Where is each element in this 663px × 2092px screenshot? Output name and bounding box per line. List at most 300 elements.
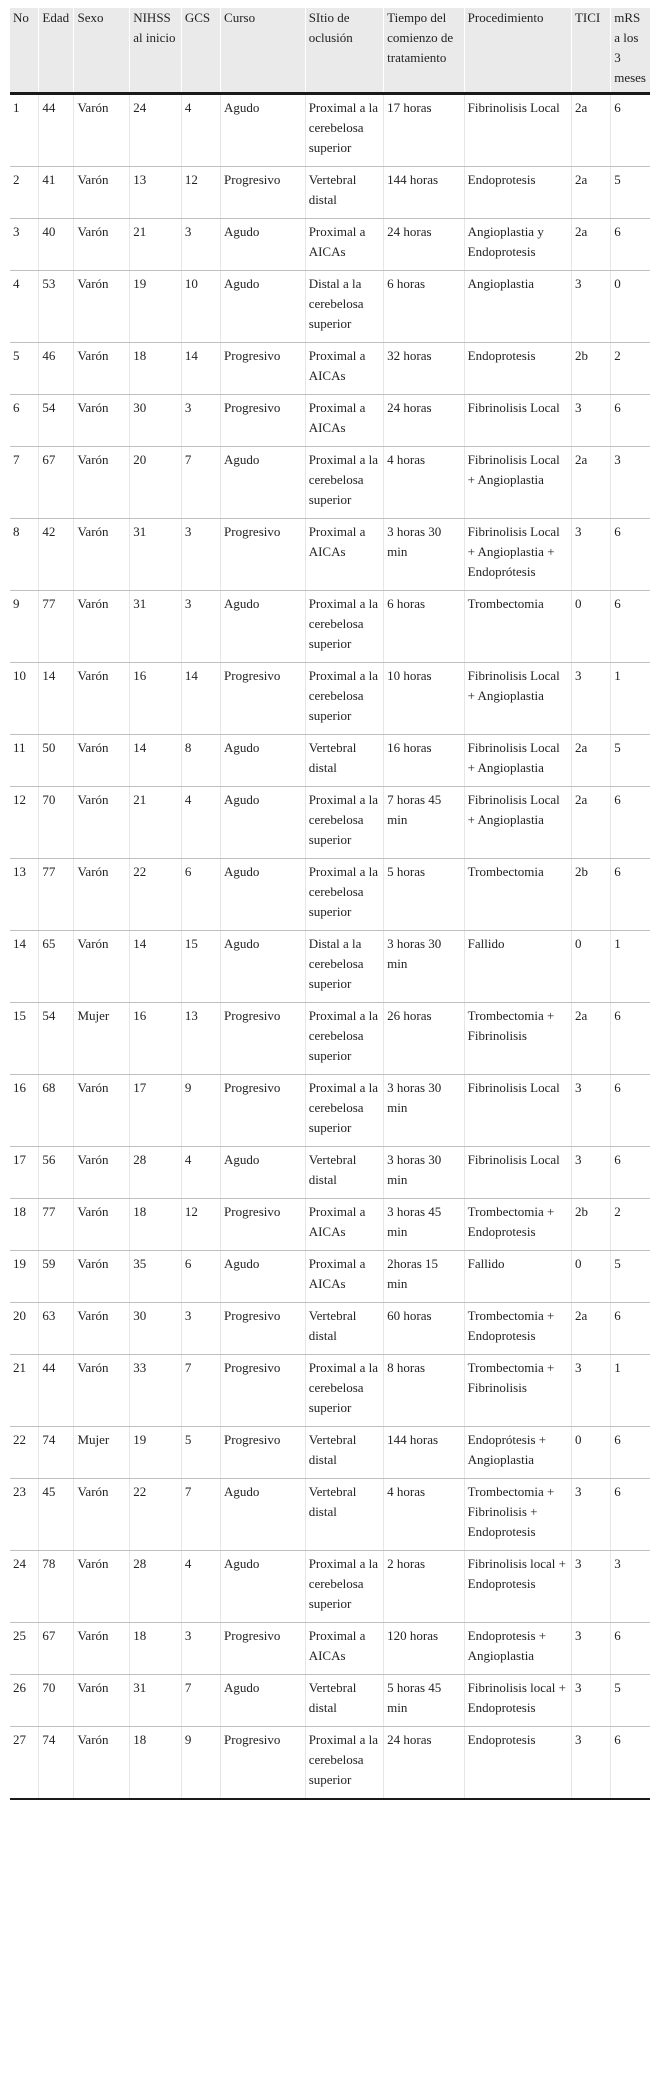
cell-edad: 77 [39, 1199, 74, 1251]
cell-curso: Agudo [221, 1147, 306, 1199]
cell-tici: 2b [571, 343, 610, 395]
cell-sitio: Proximal a AICAs [305, 343, 383, 395]
cell-sitio: Proximal a la cerebelosa superior [305, 591, 383, 663]
cell-mrs: 6 [611, 519, 650, 591]
cell-mrs: 6 [611, 1075, 650, 1147]
cell-tiempo: 17 horas [384, 94, 465, 167]
cell-mrs: 6 [611, 1003, 650, 1075]
table-row [10, 1303, 650, 1355]
cell-procedimiento: Fibrinolisis Local [464, 1075, 571, 1147]
cell-sitio: Proximal a la cerebelosa superior [305, 1003, 383, 1075]
cell-gcs: 14 [181, 663, 220, 735]
cell-nihss: 19 [130, 1427, 182, 1479]
cell-curso: Progresivo [221, 1003, 306, 1075]
cell-sitio: Proximal a AICAs [305, 395, 383, 447]
cell-tiempo: 32 horas [384, 343, 465, 395]
cell-curso: Progresivo [221, 1075, 306, 1147]
cell-no: 8 [10, 519, 39, 591]
cell-sitio: Proximal a AICAs [305, 1623, 383, 1675]
cell-edad: 68 [39, 1075, 74, 1147]
cell-no: 18 [10, 1199, 39, 1251]
cell-curso: Progresivo [221, 1355, 306, 1427]
cell-no: 15 [10, 1003, 39, 1075]
table-row [10, 1075, 650, 1147]
cell-edad: 63 [39, 1303, 74, 1355]
cell-edad: 67 [39, 447, 74, 519]
cell-nihss: 31 [130, 591, 182, 663]
cell-tiempo: 2 horas [384, 1551, 465, 1623]
cell-edad: 70 [39, 787, 74, 859]
cell-curso: Agudo [221, 931, 306, 1003]
cell-curso: Agudo [221, 219, 306, 271]
cell-nihss: 31 [130, 519, 182, 591]
table-row [10, 1003, 650, 1075]
cell-curso: Progresivo [221, 519, 306, 591]
cell-edad: 44 [39, 1355, 74, 1427]
cell-tiempo: 5 horas [384, 859, 465, 931]
cell-sitio: Proximal a la cerebelosa superior [305, 787, 383, 859]
cell-nihss: 14 [130, 931, 182, 1003]
cell-sitio: Vertebral distal [305, 1479, 383, 1551]
cell-gcs: 3 [181, 591, 220, 663]
cell-gcs: 4 [181, 94, 220, 167]
cell-tici: 0 [571, 1427, 610, 1479]
cell-sitio: Vertebral distal [305, 1147, 383, 1199]
table-row [10, 1251, 650, 1303]
cell-curso: Agudo [221, 447, 306, 519]
cell-tiempo: 3 horas 30 min [384, 519, 465, 591]
column-header-no: No [10, 8, 39, 94]
cell-sexo: Varón [74, 271, 130, 343]
cell-tici: 3 [571, 271, 610, 343]
cell-edad: 74 [39, 1427, 74, 1479]
table-row [10, 395, 650, 447]
cell-curso: Agudo [221, 271, 306, 343]
cell-tici: 3 [571, 1727, 610, 1800]
cell-no: 26 [10, 1675, 39, 1727]
cell-gcs: 15 [181, 931, 220, 1003]
cell-procedimiento: Endoprotesis [464, 1727, 571, 1800]
cell-nihss: 30 [130, 1303, 182, 1355]
table-row [10, 931, 650, 1003]
cell-nihss: 30 [130, 395, 182, 447]
cell-nihss: 13 [130, 167, 182, 219]
table-row [10, 1727, 650, 1800]
cell-sitio: Proximal a la cerebelosa superior [305, 1075, 383, 1147]
cell-tiempo: 120 horas [384, 1623, 465, 1675]
cell-edad: 77 [39, 591, 74, 663]
cell-sitio: Proximal a la cerebelosa superior [305, 94, 383, 167]
cell-gcs: 6 [181, 859, 220, 931]
table-row [10, 167, 650, 219]
cell-nihss: 22 [130, 859, 182, 931]
cell-edad: 50 [39, 735, 74, 787]
cell-procedimiento: Fallido [464, 1251, 571, 1303]
table-row [10, 735, 650, 787]
cell-tiempo: 4 horas [384, 447, 465, 519]
cell-nihss: 16 [130, 663, 182, 735]
cell-sitio: Vertebral distal [305, 1675, 383, 1727]
cell-mrs: 6 [611, 1623, 650, 1675]
cell-procedimiento: Trombectomia + Fibrinolisis [464, 1355, 571, 1427]
cell-tiempo: 3 horas 45 min [384, 1199, 465, 1251]
cell-edad: 77 [39, 859, 74, 931]
cell-procedimiento: Fibrinolisis Local + Angioplastia [464, 787, 571, 859]
table-row [10, 1355, 650, 1427]
table-row [10, 219, 650, 271]
cell-gcs: 14 [181, 343, 220, 395]
column-header-tiempo: Tiempo del comienzo de tratamiento [384, 8, 465, 94]
cell-edad: 53 [39, 271, 74, 343]
cell-sexo: Varón [74, 1075, 130, 1147]
cell-tiempo: 8 horas [384, 1355, 465, 1427]
cell-sitio: Proximal a la cerebelosa superior [305, 663, 383, 735]
cell-tici: 0 [571, 931, 610, 1003]
cell-gcs: 4 [181, 1147, 220, 1199]
cell-curso: Progresivo [221, 343, 306, 395]
cell-sitio: Distal a la cerebelosa superior [305, 271, 383, 343]
cell-mrs: 6 [611, 1147, 650, 1199]
cell-gcs: 3 [181, 1303, 220, 1355]
cell-mrs: 5 [611, 1675, 650, 1727]
cell-gcs: 3 [181, 519, 220, 591]
cell-mrs: 0 [611, 271, 650, 343]
cell-gcs: 7 [181, 1479, 220, 1551]
cell-tici: 2a [571, 1303, 610, 1355]
cell-edad: 78 [39, 1551, 74, 1623]
table-row [10, 787, 650, 859]
cell-gcs: 9 [181, 1727, 220, 1800]
cell-tiempo: 16 horas [384, 735, 465, 787]
cell-sexo: Varón [74, 219, 130, 271]
cell-mrs: 6 [611, 1427, 650, 1479]
cell-no: 25 [10, 1623, 39, 1675]
cell-procedimiento: Fibrinolisis Local + Angioplastia [464, 663, 571, 735]
cell-gcs: 7 [181, 1675, 220, 1727]
table-row [10, 859, 650, 931]
cell-tici: 2a [571, 219, 610, 271]
cell-procedimiento: Trombectomia [464, 591, 571, 663]
cell-edad: 54 [39, 395, 74, 447]
cell-tici: 3 [571, 519, 610, 591]
cell-sexo: Varón [74, 1251, 130, 1303]
cell-sitio: Proximal a AICAs [305, 519, 383, 591]
cell-nihss: 24 [130, 94, 182, 167]
table-row [10, 447, 650, 519]
cell-procedimiento: Fallido [464, 931, 571, 1003]
cell-tici: 3 [571, 1551, 610, 1623]
cell-nihss: 20 [130, 447, 182, 519]
column-header-tici: TICI [571, 8, 610, 94]
cell-gcs: 3 [181, 219, 220, 271]
cell-nihss: 17 [130, 1075, 182, 1147]
cell-sexo: Mujer [74, 1003, 130, 1075]
cell-sexo: Varón [74, 1727, 130, 1800]
cell-sexo: Varón [74, 1479, 130, 1551]
cell-mrs: 3 [611, 1551, 650, 1623]
cell-sitio: Vertebral distal [305, 1427, 383, 1479]
cell-sitio: Vertebral distal [305, 735, 383, 787]
cell-sitio: Proximal a la cerebelosa superior [305, 1727, 383, 1800]
cell-edad: 70 [39, 1675, 74, 1727]
cell-curso: Progresivo [221, 1623, 306, 1675]
cell-tici: 2a [571, 787, 610, 859]
column-header-sitio: SItio de oclusión [305, 8, 383, 94]
cell-gcs: 10 [181, 271, 220, 343]
cell-gcs: 4 [181, 787, 220, 859]
cell-no: 2 [10, 167, 39, 219]
cell-procedimiento: Trombectomia + Endoprotesis [464, 1303, 571, 1355]
cell-gcs: 6 [181, 1251, 220, 1303]
column-header-curso: Curso [221, 8, 306, 94]
cell-nihss: 16 [130, 1003, 182, 1075]
cell-curso: Progresivo [221, 1199, 306, 1251]
cell-tici: 3 [571, 1147, 610, 1199]
cell-nihss: 33 [130, 1355, 182, 1427]
cell-sexo: Varón [74, 343, 130, 395]
cell-procedimiento: Fibrinolisis local + Endoprotesis [464, 1551, 571, 1623]
header-row [10, 8, 650, 94]
cell-mrs: 3 [611, 447, 650, 519]
cell-edad: 67 [39, 1623, 74, 1675]
cell-edad: 74 [39, 1727, 74, 1800]
table-row [10, 1427, 650, 1479]
cell-no: 13 [10, 859, 39, 931]
cell-edad: 42 [39, 519, 74, 591]
cell-gcs: 12 [181, 1199, 220, 1251]
cell-edad: 40 [39, 219, 74, 271]
cell-no: 3 [10, 219, 39, 271]
cell-curso: Agudo [221, 735, 306, 787]
cell-sexo: Varón [74, 1147, 130, 1199]
cell-procedimiento: Angioplastia [464, 271, 571, 343]
cell-procedimiento: Endoprotesis + Angioplastia [464, 1623, 571, 1675]
cell-sexo: Varón [74, 1623, 130, 1675]
cell-sitio: Proximal a AICAs [305, 219, 383, 271]
cell-mrs: 6 [611, 1727, 650, 1800]
cell-tiempo: 6 horas [384, 591, 465, 663]
cell-tiempo: 4 horas [384, 1479, 465, 1551]
cell-tici: 2a [571, 447, 610, 519]
cell-no: 19 [10, 1251, 39, 1303]
cell-tici: 2b [571, 859, 610, 931]
cell-tiempo: 10 horas [384, 663, 465, 735]
cell-tiempo: 7 horas 45 min [384, 787, 465, 859]
cell-nihss: 28 [130, 1147, 182, 1199]
cell-procedimiento: Endoprótesis + Angioplastia [464, 1427, 571, 1479]
cell-curso: Agudo [221, 1551, 306, 1623]
cell-procedimiento: Fibrinolisis Local + Angioplastia + Endoprótesis [464, 519, 571, 591]
cell-mrs: 5 [611, 167, 650, 219]
cell-sexo: Varón [74, 167, 130, 219]
cell-nihss: 18 [130, 1623, 182, 1675]
cell-gcs: 9 [181, 1075, 220, 1147]
table-row [10, 591, 650, 663]
cell-no: 17 [10, 1147, 39, 1199]
cell-nihss: 31 [130, 1675, 182, 1727]
cell-sitio: Distal a la cerebelosa superior [305, 931, 383, 1003]
table-row [10, 1675, 650, 1727]
cell-tiempo: 6 horas [384, 271, 465, 343]
cell-no: 16 [10, 1075, 39, 1147]
cell-curso: Progresivo [221, 395, 306, 447]
cell-tiempo: 3 horas 30 min [384, 1075, 465, 1147]
cell-sitio: Proximal a AICAs [305, 1251, 383, 1303]
cell-tici: 3 [571, 395, 610, 447]
cell-mrs: 5 [611, 1251, 650, 1303]
cell-nihss: 35 [130, 1251, 182, 1303]
table-row [10, 1551, 650, 1623]
cell-tici: 2b [571, 1199, 610, 1251]
cell-sexo: Mujer [74, 1427, 130, 1479]
table-row [10, 1147, 650, 1199]
cell-mrs: 5 [611, 735, 650, 787]
column-header-mrs: mRS a los 3 meses [611, 8, 650, 94]
cell-no: 10 [10, 663, 39, 735]
cell-curso: Progresivo [221, 1727, 306, 1800]
cell-mrs: 6 [611, 1479, 650, 1551]
table-row [10, 271, 650, 343]
cell-sitio: Proximal a la cerebelosa superior [305, 859, 383, 931]
column-header-edad: Edad [39, 8, 74, 94]
cell-nihss: 18 [130, 1727, 182, 1800]
column-header-gcs: GCS [181, 8, 220, 94]
table-row [10, 1199, 650, 1251]
cell-edad: 59 [39, 1251, 74, 1303]
cell-mrs: 6 [611, 787, 650, 859]
cell-no: 7 [10, 447, 39, 519]
cell-no: 6 [10, 395, 39, 447]
cell-sitio: Proximal a AICAs [305, 1199, 383, 1251]
cell-mrs: 1 [611, 931, 650, 1003]
cell-procedimiento: Trombectomia + Fibrinolisis + Endoprotesis [464, 1479, 571, 1551]
table-row [10, 1479, 650, 1551]
cell-tici: 3 [571, 1623, 610, 1675]
cell-edad: 14 [39, 663, 74, 735]
table-row [10, 519, 650, 591]
cell-tici: 0 [571, 591, 610, 663]
cell-procedimiento: Endoprotesis [464, 167, 571, 219]
cell-curso: Progresivo [221, 1303, 306, 1355]
cell-edad: 44 [39, 94, 74, 167]
cell-curso: Agudo [221, 1479, 306, 1551]
cell-sexo: Varón [74, 787, 130, 859]
cell-tici: 3 [571, 1479, 610, 1551]
cell-sexo: Varón [74, 1199, 130, 1251]
cell-sexo: Varón [74, 931, 130, 1003]
cell-sexo: Varón [74, 94, 130, 167]
cell-nihss: 18 [130, 1199, 182, 1251]
document-body [10, 8, 650, 1800]
cell-gcs: 13 [181, 1003, 220, 1075]
column-header-procedimiento: Procedimiento [464, 8, 571, 94]
cell-tiempo: 60 horas [384, 1303, 465, 1355]
cell-gcs: 4 [181, 1551, 220, 1623]
cell-sexo: Varón [74, 1551, 130, 1623]
cell-sexo: Varón [74, 663, 130, 735]
cell-tiempo: 26 horas [384, 1003, 465, 1075]
cell-mrs: 6 [611, 591, 650, 663]
cell-mrs: 6 [611, 219, 650, 271]
cell-tici: 3 [571, 1075, 610, 1147]
cell-tici: 2a [571, 94, 610, 167]
cell-tiempo: 24 horas [384, 219, 465, 271]
cell-tiempo: 24 horas [384, 1727, 465, 1800]
cell-procedimiento: Fibrinolisis Local [464, 395, 571, 447]
cell-no: 4 [10, 271, 39, 343]
cell-curso: Agudo [221, 859, 306, 931]
cell-sexo: Varón [74, 859, 130, 931]
cell-tici: 2a [571, 167, 610, 219]
cell-procedimiento: Trombectomia + Endoprotesis [464, 1199, 571, 1251]
cell-nihss: 18 [130, 343, 182, 395]
cell-sexo: Varón [74, 1303, 130, 1355]
table-row [10, 1623, 650, 1675]
cell-tiempo: 3 horas 30 min [384, 931, 465, 1003]
cell-procedimiento: Endoprotesis [464, 343, 571, 395]
cell-sexo: Varón [74, 1675, 130, 1727]
column-header-sexo: Sexo [74, 8, 130, 94]
cell-procedimiento: Trombectomia [464, 859, 571, 931]
cell-sexo: Varón [74, 447, 130, 519]
table-row [10, 343, 650, 395]
cell-no: 9 [10, 591, 39, 663]
cell-no: 20 [10, 1303, 39, 1355]
cell-tiempo: 5 horas 45 min [384, 1675, 465, 1727]
cell-sitio: Vertebral distal [305, 167, 383, 219]
cell-tici: 3 [571, 663, 610, 735]
cell-procedimiento: Fibrinolisis Local + Angioplastia [464, 735, 571, 787]
cell-mrs: 6 [611, 1303, 650, 1355]
cell-gcs: 7 [181, 1355, 220, 1427]
cell-no: 12 [10, 787, 39, 859]
column-header-nihss: NIHSS al inicio [130, 8, 182, 94]
patients-table [10, 8, 650, 1800]
cell-gcs: 8 [181, 735, 220, 787]
cell-mrs: 1 [611, 663, 650, 735]
cell-nihss: 21 [130, 219, 182, 271]
cell-nihss: 19 [130, 271, 182, 343]
cell-mrs: 6 [611, 94, 650, 167]
cell-no: 1 [10, 94, 39, 167]
cell-nihss: 28 [130, 1551, 182, 1623]
cell-procedimiento: Fibrinolisis Local [464, 1147, 571, 1199]
cell-curso: Agudo [221, 1675, 306, 1727]
cell-sexo: Varón [74, 519, 130, 591]
cell-mrs: 2 [611, 1199, 650, 1251]
cell-curso: Agudo [221, 1251, 306, 1303]
cell-tici: 2a [571, 735, 610, 787]
cell-edad: 54 [39, 1003, 74, 1075]
cell-sitio: Proximal a la cerebelosa superior [305, 1355, 383, 1427]
cell-no: 23 [10, 1479, 39, 1551]
cell-no: 24 [10, 1551, 39, 1623]
cell-sitio: Proximal a la cerebelosa superior [305, 447, 383, 519]
cell-no: 11 [10, 735, 39, 787]
cell-gcs: 5 [181, 1427, 220, 1479]
cell-no: 5 [10, 343, 39, 395]
table-body [10, 94, 650, 1800]
cell-mrs: 1 [611, 1355, 650, 1427]
cell-curso: Progresivo [221, 663, 306, 735]
cell-sitio: Proximal a la cerebelosa superior [305, 1551, 383, 1623]
cell-procedimiento: Fibrinolisis local + Endoprotesis [464, 1675, 571, 1727]
cell-curso: Agudo [221, 94, 306, 167]
cell-sexo: Varón [74, 591, 130, 663]
cell-tiempo: 2horas 15 min [384, 1251, 465, 1303]
table-row [10, 94, 650, 167]
cell-tici: 3 [571, 1355, 610, 1427]
